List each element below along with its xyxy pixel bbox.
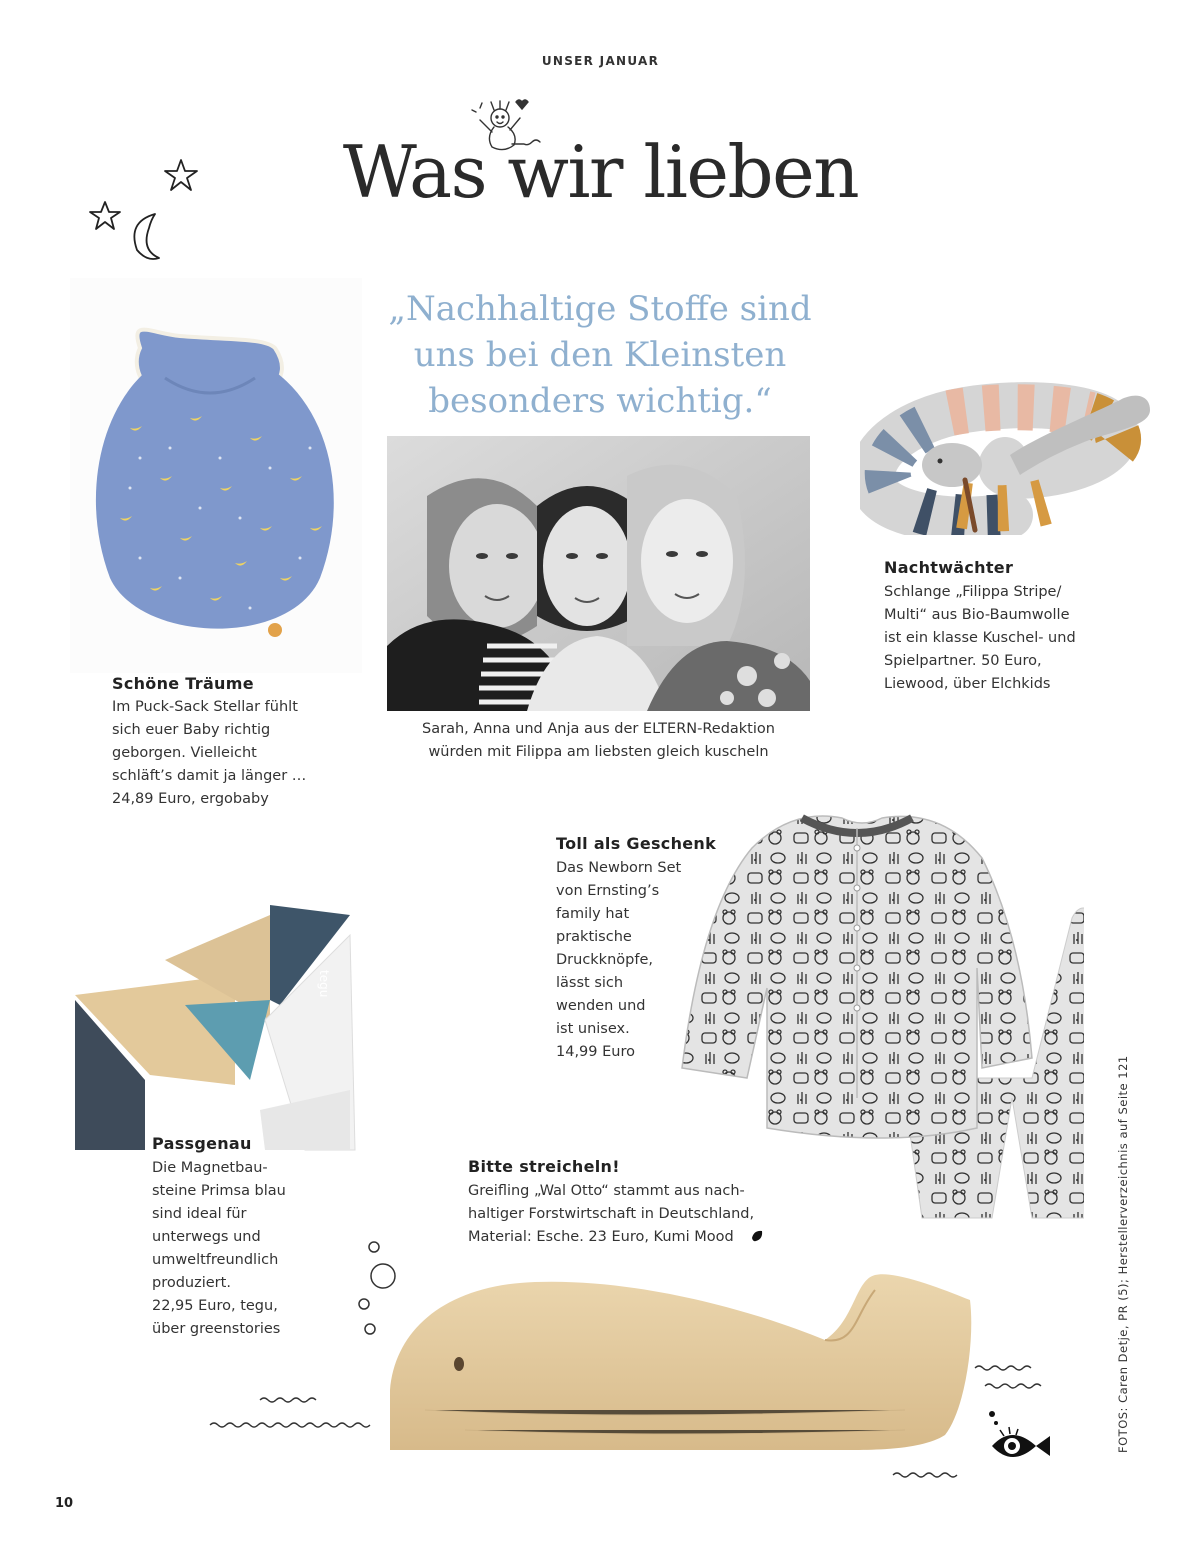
stars-moon-doodle-icon <box>85 152 210 262</box>
whale-title: Bitte streicheln! <box>468 1157 620 1176</box>
blocks-text: Die Magnetbau- steine Primsa blau sind ideal für unterwegs und umweltfreundlich produziert. 22,95 Euro, tegu, über greenstories <box>152 1160 286 1337</box>
snake-plush-image <box>860 365 1160 535</box>
sleeping-bag-title: Schöne Träume <box>112 674 254 693</box>
pull-quote: „Nachhaltige Stoffe sind uns bei den Kleinsten besonders wichtig.“ <box>388 289 812 421</box>
fish-doodle-icon <box>984 1408 1056 1468</box>
ink-drop-icon <box>749 1228 765 1244</box>
newborn-set-image <box>652 788 1084 1238</box>
page-number: 10 <box>55 1496 74 1511</box>
section-label: UNSER JANUAR <box>541 54 660 68</box>
team-photo-caption: Sarah, Anna und Anja aus der ELTERN-Redaktion würden mit Filippa am liebsten gleich kuscheln <box>422 721 775 760</box>
tegu-logo: tegu <box>317 970 331 998</box>
newborn-set-text: Das Newborn Set von Ernsting’s family hat praktische Druckknöpfe, lässt sich wenden und ist unisex. 14,99 Euro <box>556 860 682 1060</box>
waves-doodle-right-icon <box>970 1360 1050 1390</box>
team-photo <box>387 436 810 711</box>
blocks-title: Passgenau <box>152 1134 252 1153</box>
wooden-whale-image <box>385 1270 975 1455</box>
whale-text: Greifling „Wal Otto“ stammt aus nach- haltiger Forstwirtschaft in Deutschland, Material: Esche. 23 Euro, Kumi Mood <box>468 1183 755 1245</box>
sleeping-bag-image <box>70 278 362 673</box>
snake-text: Schlange „Filippa Stripe/ Multi“ aus Bio-Baumwolle ist ein klasse Kuschel- und Spielpartner. 50 Euro, Liewood, über Elchkids <box>884 584 1076 692</box>
sleeping-bag-text: Im Puck-Sack Stellar fühlt sich euer Baby richtig geborgen. Vielleicht schläft’s damit ja länger … 24,89 Euro, ergobaby <box>112 699 307 807</box>
waves-doodle-bottom-icon <box>888 1468 968 1482</box>
photo-credit: FOTOS: Caren Detje, PR (5); Herstellerverzeichnis auf Seite 121 <box>1116 1055 1130 1453</box>
magnet-blocks-image <box>65 900 365 1160</box>
newborn-set-title: Toll als Geschenk <box>556 834 717 853</box>
waves-doodle-icon <box>205 1395 395 1435</box>
snake-title: Nachtwächter <box>884 558 1014 577</box>
headline: Was wir lieben <box>342 130 859 214</box>
